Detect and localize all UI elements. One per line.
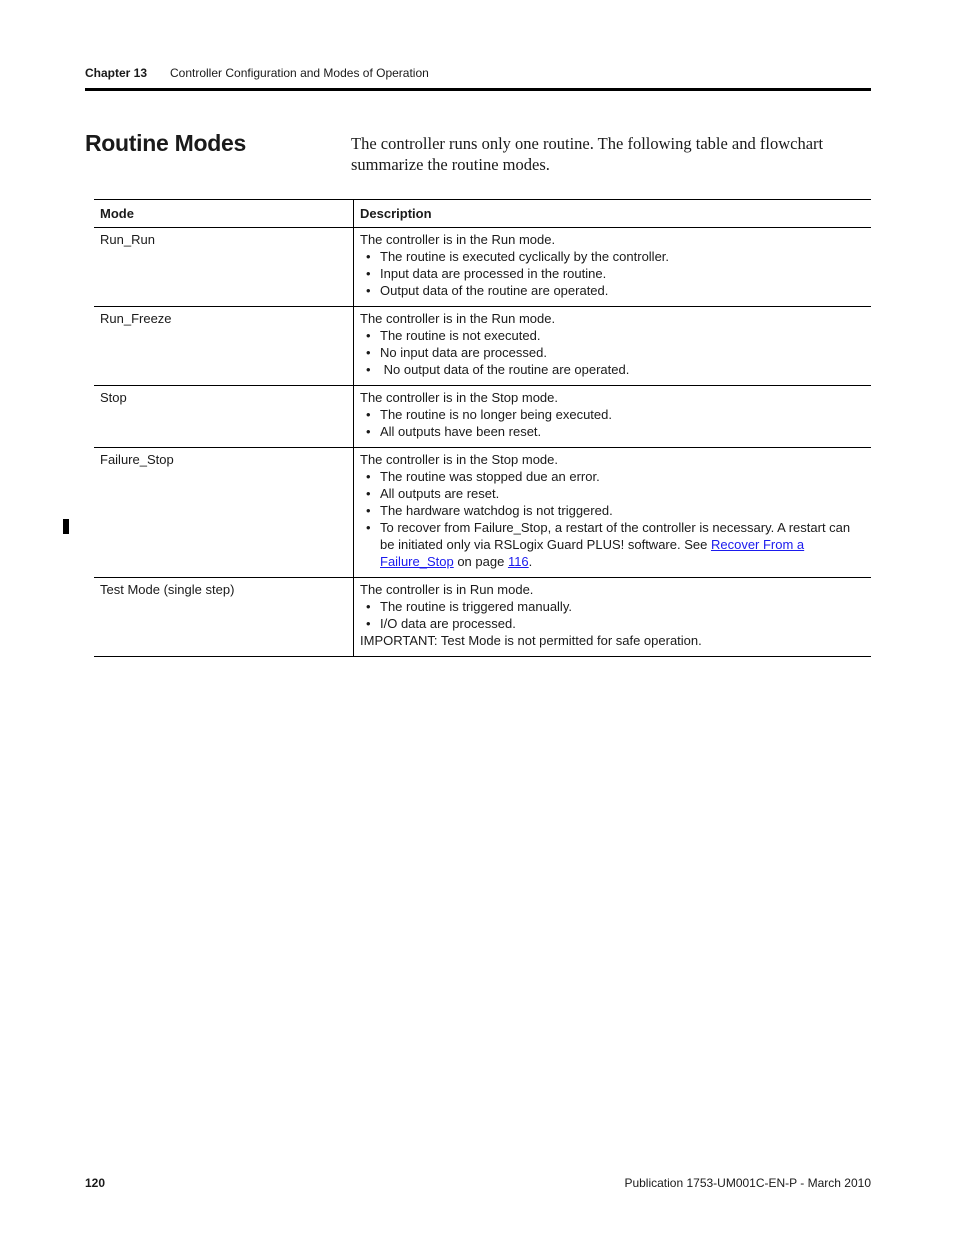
description-lead: The controller is in Run mode. <box>360 582 534 597</box>
bullet-item: • The hardware watchdog is not triggered. <box>380 502 865 519</box>
mode-cell: Failure_Stop <box>94 448 354 578</box>
bullet-item: • Input data are processed in the routine. <box>380 265 865 282</box>
description-lead: The controller is in the Stop mode. <box>360 452 558 467</box>
bullet-list <box>360 248 865 299</box>
mode-cell: Stop <box>94 386 354 448</box>
change-bar <box>63 519 69 534</box>
bullet-item: • All outputs are reset. <box>380 485 865 502</box>
bullet-item: • The routine was stopped due an error. <box>380 468 865 485</box>
page-number: 120 <box>85 1176 106 1190</box>
cross-reference-link[interactable]: Recover From a Failure_Stop <box>380 537 805 569</box>
header-rule <box>85 88 871 91</box>
bullet-item: • The routine is no longer being executed. <box>380 406 865 423</box>
bullet-text: . <box>528 554 533 569</box>
bullet-list <box>360 406 865 440</box>
page-reference-link[interactable]: 116 <box>507 554 529 569</box>
table-row <box>94 307 871 386</box>
section-title: Routine Modes <box>85 130 246 156</box>
table-row <box>94 578 871 657</box>
table-row <box>94 228 871 307</box>
bullet-text: on page <box>453 554 508 569</box>
column-header-description: Description <box>354 200 872 228</box>
running-header <box>85 66 871 90</box>
bullet-item: • The routine is triggered manually. <box>380 598 865 615</box>
description-cell <box>354 228 872 307</box>
routine-modes-table <box>94 199 871 657</box>
table-header-row <box>94 200 871 228</box>
intro-paragraph: The controller runs only one routine. The following table and flowchart summarize the routine modes. <box>351 134 824 174</box>
bullet-list <box>360 598 865 632</box>
bullet-item: • The routine is not executed. <box>380 327 865 344</box>
table-row <box>94 386 871 448</box>
bullet-item <box>380 519 865 570</box>
chapter-title: Controller Configuration and Modes of Operation <box>170 66 429 80</box>
bullet-list <box>360 468 865 570</box>
description-cell <box>354 307 872 386</box>
bullet-item: • I/O data are processed. <box>380 615 865 632</box>
description-lead: The controller is in the Stop mode. <box>360 390 558 405</box>
mode-cell: Run_Run <box>94 228 354 307</box>
description-lead: The controller is in the Run mode. <box>360 311 556 326</box>
mode-cell: Run_Freeze <box>94 307 354 386</box>
chapter-label: Chapter 13 <box>85 66 148 80</box>
column-header-mode: Mode <box>94 200 354 228</box>
important-note: IMPORTANT: Test Mode is not permitted for safe operation. <box>360 633 702 648</box>
description-lead: The controller is in the Run mode. <box>360 232 556 247</box>
bullet-item: • The routine is executed cyclically by the controller. <box>380 248 865 265</box>
publication-info: Publication 1753-UM001C-EN-P - March 2010 <box>624 1176 871 1190</box>
table-row <box>94 448 871 578</box>
description-cell <box>354 386 872 448</box>
bullet-list <box>360 327 865 378</box>
bullet-item: • No output data of the routine are operated. <box>380 361 865 378</box>
bullet-item: • No input data are processed. <box>380 344 865 361</box>
bullet-item: • Output data of the routine are operated. <box>380 282 865 299</box>
description-cell <box>354 578 872 657</box>
bullet-text: To recover from Failure_Stop, a restart of the controller is necessary. A restart can be initiated only via RSLogix Guard PLUS! software. See <box>380 520 851 552</box>
mode-cell: Test Mode (single step) <box>94 578 354 657</box>
description-cell <box>354 448 872 578</box>
bullet-item: • All outputs have been reset. <box>380 423 865 440</box>
